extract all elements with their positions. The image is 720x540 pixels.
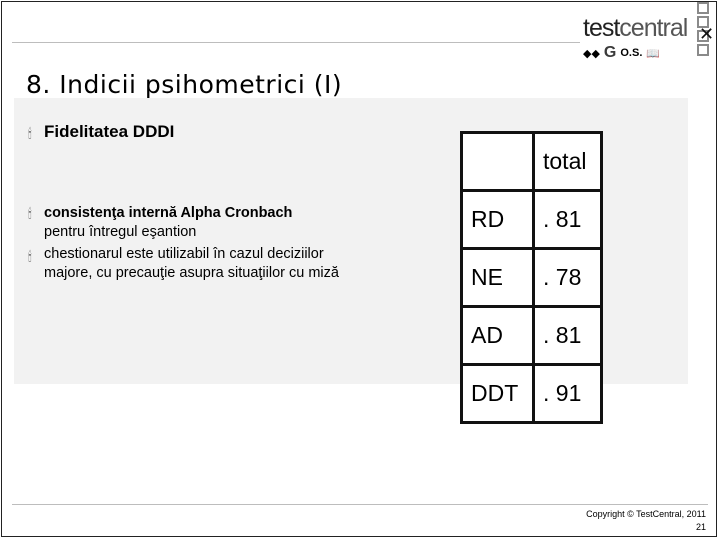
book-icon: 📖 (646, 47, 661, 60)
copyright-text: Copyright © TestCentral, 2011 (586, 509, 706, 519)
row-label: DDT (462, 365, 534, 423)
bullet-icon: 🕯 (28, 126, 32, 141)
row-value: . 91 (534, 365, 602, 423)
close-icon[interactable]: ✕ (699, 24, 715, 44)
g-logo-icon: G (603, 44, 617, 61)
table-row (462, 365, 602, 423)
list-item: chestionarul este utilizabil în cazul deciziilor majore, cu precauţie asupra situaţiilor cu miză (44, 246, 339, 281)
bullet-icon: 🕯 (28, 249, 32, 264)
top-divider (12, 42, 580, 43)
slide-title: 8. Indicii psihometrici (I) (26, 70, 343, 99)
row-label: AD (462, 307, 534, 365)
partner-logo-icon: ◆◆ (583, 47, 600, 60)
logo-partners (583, 44, 701, 62)
logo-os-label: O.S. (620, 47, 643, 59)
table-header-cell (462, 133, 534, 191)
logo-wordmark: testcentral (583, 14, 688, 42)
row-value: . 78 (534, 249, 602, 307)
bullet-icon: 🕯 (28, 206, 32, 221)
table-row (462, 191, 602, 249)
footer (586, 508, 706, 534)
section-heading: Fidelitatea DDDI (44, 122, 175, 141)
testcentral-logo (583, 14, 701, 64)
square-icon (697, 2, 709, 14)
row-value: . 81 (534, 191, 602, 249)
bullet-list (44, 204, 344, 286)
bottom-divider (12, 504, 708, 505)
list-item: consistenţa internă Alpha Cronbach pentru întregul eşantion (44, 205, 293, 240)
row-label: RD (462, 191, 534, 249)
row-value: . 81 (534, 307, 602, 365)
table-row (462, 249, 602, 307)
page-number: 21 (695, 522, 706, 532)
row-label: NE (462, 249, 534, 307)
table-header-cell: total (534, 133, 602, 191)
table-header-row (462, 133, 602, 191)
table-row (462, 307, 602, 365)
fidelity-table (460, 131, 603, 424)
